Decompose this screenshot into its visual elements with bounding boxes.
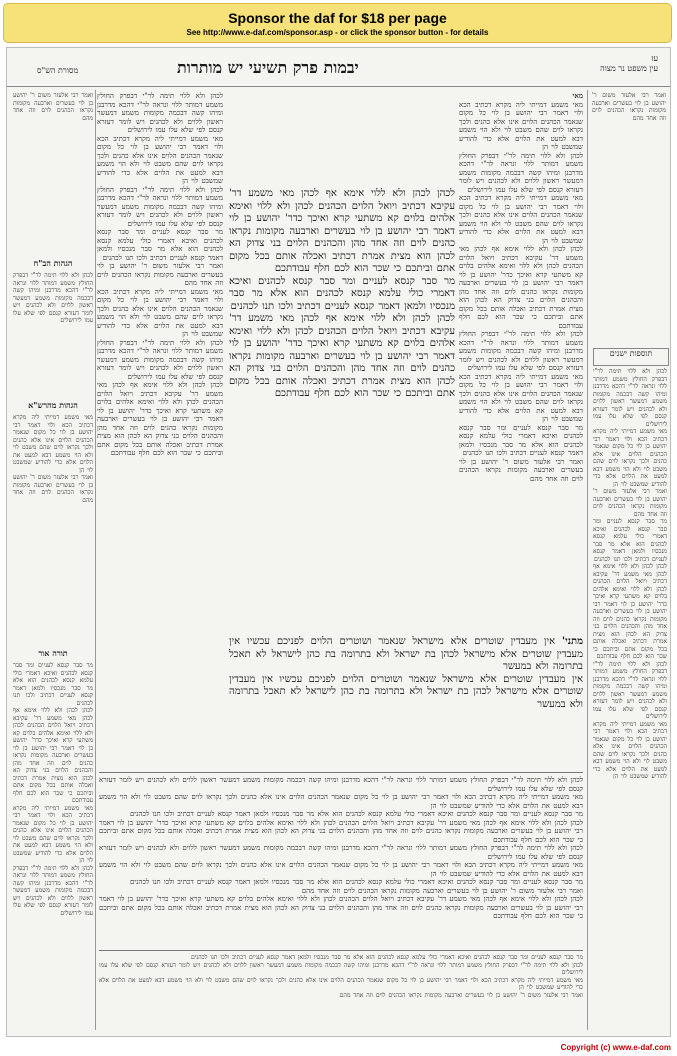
mishnah-text-2: אין מעבדין שוטרים אלא מישראל שנאמר ושוטרים הלוים לפניכם עכשיו אין מעבדין שוטרים אלא מישראל לכהן בת ישראל ולא בתרומה בת כהן לישראל לא תאכל בתרומה ולא במעשר — [229, 673, 583, 710]
lower-text-7: מר סבר קנסא לעניים ומר סבר קנסא לכהנים ואיכא דאמרי כולי עלמא קנסא לכהנים הוא אלא מר סבר מנכסיו ולמאן דאמר קנסא לעניים דכתיב ולכו תנו לכהנים — [129, 878, 583, 886]
torah-or-text-2: לכהן לכהן ולא ללוי אימא אף לכהן מאי משמע דר' עקיבא דכתיב ויואל הלוים הכהנים לכהן ולא ללוי ואימא אלהים בלוים קא משתעי קרא ואיכך כדר' יהושע בן לוי דאמר רבי יהושע בן לוי בעשרים וארבעה מקומות נקראו כהנים לוים וזה אחד מהן והכהנים הלוים בני צדוק הא לכהן הוא מצית אמרת דכתיב ואכלה אותם בכל מקום אתם וביתכם כי שכר הוא לכם חלף עבודתכם — [13, 707, 93, 804]
tosafot-yeshanim-text-3: ואמר רבי אלעזר משום ר' יהושע בן לוי בעשרים וארבעה מקומות נקראו הכהנים לוים וזה אחד מהם — [593, 488, 667, 518]
tosafot-column — [97, 92, 223, 612]
hagahot-maharsha-text-2: ואמר רבי אלעזר משום ר' יהושע בן לוי בעשרים וארבעה מקומות נקראו הכהנים לוים וזה אחד מהם — [13, 474, 93, 504]
torah-or-column — [13, 662, 93, 1022]
lower-text-2: מאי משמע דמייתי ליה מקרא דכתיב הכא ולוי דאמר רבי יהושע בן לוי כל מקום שנאמר הכהנים הלוים אינו אלא כהנים ולכך נקראו לוים שהם משבט לוי ולא הוי משמע דבא למעט את הלוים אלא כדי להודיע שמשבט לוי הן — [99, 793, 583, 810]
lower-text-5: לכהן ולא ללוי תימה לר"י דבפרק החולץ משמע דמותר ללוי ונראה לר"י דהכא מדרבנן ומיהו קשה דבכמה מקומות משמע דמעשר ראשון ללוים ולא לכהנים ויש לומר דעזרא קנסם לפי שלא עלו עמו לירושלים — [99, 844, 583, 861]
divider — [587, 90, 588, 1030]
lower-text-8: ואמר רבי אלעזר משום ר' יהושע בן לוי בעשרים וארבעה מקומות נקראו הכהנים לוים וזה אחד מהם — [301, 886, 583, 895]
page-number: עז — [651, 54, 658, 63]
rashi-text-1: מאי משמע דמייתי ליה מקרא דכתיב הכא ולוי דאמר רבי יהושע בן לוי כל מקום שנאמר הכהנים הלוים אינו אלא כהנים ולכך נקראו לוים שהם משבט לוי ולא הוי משמע דבא למעט את הלוים אלא כדי להודיע שמשבט לוי הן — [459, 100, 583, 151]
tosafot-text-4: מר סבר קנסא לעניים ומר סבר קנסא לכהנים ואיכא דאמרי כולי עלמא קנסא לכהנים הוא אלא מר סבר מנכסיו ולמאן דאמר קנסא לעניים דכתיב ולכו תנו לכהנים — [97, 228, 223, 262]
talmud-page — [6, 47, 671, 1037]
ein-mishpat-text: ואמר רבי אלעזר משום ר' יהושע בן לוי בעשרים וארבעה מקומות נקראו הכהנים לוים וזה אחד מהם — [592, 92, 666, 122]
lower-text-6: מאי משמע דמייתי ליה מקרא דכתיב הכא ולוי דאמר רבי יהושע בן לוי כל מקום שנאמר הכהנים הלוים אינו אלא כהנים ולכך נקראו לוים שהם משבט לוי ולא הוי משמע דבא למעט את הלוים אלא כדי להודיע שמשבט לוי הן — [99, 861, 583, 878]
mishnah-text — [229, 636, 583, 674]
masoret-hashas-text: ואמר רבי אלעזר משום ר' יהושע בן לוי בעשרים וארבעה מקומות נקראו הכהנים לוים וזה אחד מהם — [13, 92, 93, 122]
gemara-text-3: לכהן לכהן ולא ללוי אימא אף לכהן מאי משמע דר' עקיבא דכתיב ויואל הלוים הכהנים לכהן ולא ללוי ואימא אלהים בלוים קא משתעי קרא ואיכך כדר' יהושע בן לוי דאמר רבי יהושע בן לוי בעשרים וארבעה מקומות נקראו כהנים לוים וזה אחד מהן והכהנים הלוים בני צדוק הא לכהן הוא מצית אמרת דכתיב ואכלה אותם בכל מקום אתם וביתכם כי שכר הוא לכם חלף עבודתכם — [229, 313, 455, 399]
hagahot-habach-text: לכהן ולא ללוי תימה לר"י דבפרק החולץ משמע דמותר ללוי ונראה לר"י דהכא מדרבנן ומיהו קשה דבכמה מקומות משמע דמעשר ראשון ללוים ולא לכהנים ויש לומר דעזרא קנסם לפי שלא עלו עמו לירושלים — [13, 272, 93, 324]
tosafot-text-2: מאי משמע דמייתי ליה מקרא דכתיב הכא ולוי דאמר רבי יהושע בן לוי כל מקום שנאמר הכהנים הלוים אינו אלא כהנים ולכך נקראו לוים שהם משבט לוי ולא הוי משמע דבא למעט את הלוים אלא כדי להודיע שמשבט לוי הן — [97, 134, 223, 185]
mishnah-block — [229, 636, 583, 766]
hagahot-habach-column — [13, 272, 93, 392]
torah-or-text-4: לכהן ולא ללוי תימה לר"י דבפרק החולץ משמע דמותר ללוי ונראה לר"י דהכא מדרבנן ומיהו קשה דבכמה מקומות משמע דמעשר ראשון ללוים ולא לכהנים ויש לומר דעזרא קנסם לפי שלא עלו עמו לירושלים — [13, 864, 93, 917]
hagahot-maharsha-heading: הגהות מהרש"א — [28, 400, 78, 410]
tosafot-text-1: לכהן ולא ללוי תימה לר"י דבפרק החולץ משמע דמותר ללוי ונראה לר"י דהכא מדרבנן ומיהו קשה דבכמה מקומות משמע דמעשר ראשון ללוים ולא לכהנים ויש לומר דעזרא קנסם לפי שלא עלו עמו לירושלים — [97, 92, 223, 134]
rashi-text-6: מאי משמע דמייתי ליה מקרא דכתיב הכא ולוי דאמר רבי יהושע בן לוי כל מקום שנאמר הכהנים הלוים אינו אלא כהנים ולכך נקראו לוים שהם משבט לוי ולא הוי משמע דבא למעט את הלוים אלא כדי להודיע שמשבט לוי הן — [459, 372, 583, 423]
divider — [95, 90, 96, 1030]
tosafot-yeshanim-heading: תוספות ישנים — [593, 348, 669, 366]
tosafot-yeshanim-text-2: מאי משמע דמייתי ליה מקרא דכתיב הכא ולוי דאמר רבי יהושע בן לוי כל מקום שנאמר הכהנים הלוים אינו אלא כהנים ולכך נקראו לוים שהם משבט לוי ולא הוי משמע דבא למעט את הלוים אלא כדי להודיע שמשבט לוי הן — [593, 428, 667, 488]
hagahot-habach-heading: הגהות הב"ח — [33, 258, 73, 268]
tosafot-text-8: לכהן לכהן ולא ללוי אימא אף לכהן מאי משמע דר' עקיבא דכתיב ויואל הלוים הכהנים לכהן ולא ללוי ואימא אלהים בלוים קא משתעי קרא ואיכך כדר' יהושע בן לוי דאמר רבי יהושע בן לוי בעשרים וארבעה מקומות נקראו כהנים לוים וזה אחד מהן והכהנים הלוים בני צדוק הא לכהן הוא מצית אמרת דכתיב ואכלה אותם בכל מקום אתם וביתכם כי שכר הוא לכם חלף עבודתכם — [97, 381, 223, 457]
tosafot-yeshanim-column — [593, 368, 667, 1008]
sponsor-headline[interactable]: Sponsor the daf for $18 per page — [228, 10, 447, 26]
tosafot-text-7: לכהן ולא ללוי תימה לר"י דבפרק החולץ משמע דמותר ללוי ונראה לר"י דהכא מדרבנן ומיהו קשה דבכמה מקומות משמע דמעשר ראשון ללוים ולא לכהנים ויש לומר דעזרא קנסם לפי שלא עלו עמו לירושלים — [97, 338, 223, 381]
hagahot-maharsha-column — [13, 414, 93, 614]
rashi-dibur-mai — [459, 92, 583, 101]
rashi-text-2: לכהן ולא ללוי תימה לר"י דבפרק החולץ משמע דמותר ללוי ונראה לר"י דהכא מדרבנן ומיהו קשה דבכמה מקומות משמע דמעשר ראשון ללוים ולא לכהנים ויש לומר דעזרא קנסם לפי שלא עלו עמו לירושלים — [459, 151, 583, 194]
lower-text-3: מר סבר קנסא לעניים ומר סבר קנסא לכהנים ואיכא דאמרי כולי עלמא קנסא לכהנים הוא אלא מר סבר מנכסיו ולמאן דאמר קנסא לעניים דכתיב ולכו תנו לכהנים — [129, 810, 583, 818]
gemara-text-2: מר סבר קנסא לעניים ומר סבר קנסא לכהנים ואיכא דאמרי כולי עלמא קנסא לכהנים הוא אלא מר סבר מנכסיו ולמאן דאמר קנסא לעניים דכתיב ולכו תנו לכהנים — [229, 275, 455, 312]
tosafot-yeshanim-text-6: לכהן ולא ללוי תימה לר"י דבפרק החולץ משמע דמותר ללוי ונראה לר"י דהכא מדרבנן ומיהו קשה דבכמה מקומות משמע דמעשר ראשון ללוים ולא לכהנים ויש לומר דעזרא קנסם לפי שלא עלו עמו לירושלים — [593, 660, 667, 720]
rashi-column — [459, 92, 583, 692]
footer-text-4: ואמר רבי אלעזר משום ר' יהושע בן לוי בעשרים וארבעה מקומות נקראו הכהנים לוים וזה אחד מהם — [339, 991, 583, 999]
page-header-right — [600, 54, 658, 74]
rashi-text-4: לכהן לכהן ולא ללוי אימא אף לכהן מאי משמע דר' עקיבא דכתיב ויואל הלוים הכהנים לכהן ולא ללוי ואימא אלהים בלוים קא משתעי קרא ואיכך כדר' יהושע בן לוי דאמר רבי יהושע בן לוי בעשרים וארבעה מקומות נקראו כהנים לוים וזה אחד מהן והכהנים הלוים בני צדוק הא לכהן הוא מצית אמרת דכתיב ואכלה אותם בכל מקום אתם וביתכם כי שכר הוא לכם חלף עבודתכם — [459, 245, 583, 330]
dibur-hamatchil: מאי — [572, 92, 583, 100]
tosafot-yeshanim-text-7: מאי משמע דמייתי ליה מקרא דכתיב הכא ולוי דאמר רבי יהושע בן לוי כל מקום שנאמר הכהנים הלוים אינו אלא כהנים ולכך נקראו לוים שהם משבט לוי ולא הוי משמע דבא למעט את הלוים אלא כדי להודיע שמשבט לוי הן — [593, 720, 667, 780]
lower-commentary — [99, 776, 583, 946]
tosafot-text-5: ואמר רבי אלעזר משום ר' יהושע בן לוי בעשרים וארבעה מקומות נקראו הכהנים לוים וזה אחד מהם — [97, 262, 223, 287]
lower-text-1: לכהן ולא ללוי תימה לר"י דבפרק החולץ משמע דמותר ללוי ונראה לר"י דהכא מדרבנן ומיהו קשה דבכמה מקומות משמע דמעשר ראשון ללוים ולא לכהנים ויש לומר דעזרא קנסם לפי שלא עלו עמו לירושלים — [99, 776, 583, 793]
copyright-notice: Copyright (c) www.e-daf.com — [560, 1043, 671, 1052]
ein-mishpat-column — [592, 92, 666, 292]
divider — [99, 950, 583, 951]
footer-notes — [99, 954, 583, 1030]
matni-label: מתני' — [562, 636, 583, 647]
mishnah-body: אין מעבדין שוטרים אלא מישראל שנאמר ושוטרים הלוים לפניכם עכשיו אין מעבדין שוטרים אלא מישראל לכהן בת ישראל ולא בתרומה בת כהן לישראל לא תאכל בתרומה ולא במעשר — [229, 636, 583, 672]
page-header — [7, 48, 670, 87]
divider — [99, 772, 583, 773]
rashi-text-7: מר סבר קנסא לעניים ומר סבר קנסא לכהנים ואיכא דאמרי כולי עלמא קנסא לכהנים הוא אלא מר סבר מנכסיו ולמאן דאמר קנסא לעניים דכתיב ולכו תנו לכהנים — [459, 423, 583, 457]
sponsor-subline[interactable]: See http://www.e-daf.com/sponsor.asp - or click the sponsor button - for details — [186, 28, 489, 37]
rashi-text-3: מאי משמע דמייתי ליה מקרא דכתיב הכא ולוי דאמר רבי יהושע בן לוי כל מקום שנאמר הכהנים הלוים אינו אלא כהנים ולכך נקראו לוים שהם משבט לוי ולא הוי משמע דבא למעט את הלוים אלא כדי להודיע שמשבט לוי הן — [459, 194, 583, 245]
footer-text-2: לכהן ולא ללוי תימה לר"י דבפרק החולץ משמע דמותר ללוי ונראה לר"י דהכא מדרבנן ומיהו קשה דבכמה מקומות משמע דמעשר ראשון ללוים ולא לכהנים ויש לומר דעזרא קנסם לפי שלא עלו עמו לירושלים — [99, 961, 583, 976]
sponsor-banner[interactable] — [3, 3, 672, 43]
masoret-hashas-column — [13, 92, 93, 242]
tosafot-yeshanim-text-1: לכהן ולא ללוי תימה לר"י דבפרק החולץ משמע דמותר ללוי ונראה לר"י דהכא מדרבנן ומיהו קשה דבכמה מקומות משמע דמעשר ראשון ללוים ולא לכהנים ויש לומר דעזרא קנסם לפי שלא עלו עמו לירושלים — [593, 368, 667, 428]
torah-or-text-1: מר סבר קנסא לעניים ומר סבר קנסא לכהנים ואיכא דאמרי כולי עלמא קנסא לכהנים הוא אלא מר סבר מנכסיו ולמאן דאמר קנסא לעניים דכתיב ולכו תנו לכהנים — [13, 662, 93, 707]
hagahot-maharsha-text-1: מאי משמע דמייתי ליה מקרא דכתיב הכא ולוי דאמר רבי יהושע בן לוי כל מקום שנאמר הכהנים הלוים אינו אלא כהנים ולכך נקראו לוים שהם משבט לוי ולא הוי משמע דבא למעט את הלוים אלא כדי להודיע שמשבט לוי הן — [13, 414, 93, 474]
tosafot-text-6: מאי משמע דמייתי ליה מקרא דכתיב הכא ולוי דאמר רבי יהושע בן לוי כל מקום שנאמר הכהנים הלוים אינו אלא כהנים ולכך נקראו לוים שהם משבט לוי ולא הוי משמע דבא למעט את הלוים אלא כדי להודיע שמשבט לוי הן — [97, 287, 223, 338]
footer-text-1: מר סבר קנסא לעניים ומר סבר קנסא לכהנים ואיכא דאמרי כולי עלמא קנסא לכהנים הוא אלא מר סבר מנכסיו ולמאן דאמר קנסא לעניים דכתיב ולכו תנו לכהנים — [190, 954, 583, 961]
tosafot-yeshanim-text-4: מר סבר קנסא לעניים ומר סבר קנסא לכהנים ואיכא דאמרי כולי עלמא קנסא לכהנים הוא אלא מר סבר מנכסיו ולמאן דאמר קנסא לעניים דכתיב ולכו תנו לכהנים — [593, 518, 667, 563]
rashi-text-8: ואמר רבי אלעזר משום ר' יהושע בן לוי בעשרים וארבעה מקומות נקראו הכהנים לוים וזה אחד מהם — [459, 457, 583, 483]
torah-or-text-3: מאי משמע דמייתי ליה מקרא דכתיב הכא ולוי דאמר רבי יהושע בן לוי כל מקום שנאמר הכהנים הלוים אינו אלא כהנים ולכך נקראו לוים שהם משבט לוי ולא הוי משמע דבא למעט את הלוים אלא כדי להודיע שמשבט לוי הן — [13, 804, 93, 864]
masoret-hashas-label: מסורת הש"ס — [37, 66, 79, 75]
torah-or-heading: תורה אור — [38, 648, 68, 658]
lower-text-4: לכהן לכהן ולא ללוי אימא אף לכהן מאי משמע דר' עקיבא דכתיב ויואל הלוים הכהנים לכהן ולא ללוי ואימא אלהים בלוים קא משתעי קרא ואיכך כדר' יהושע בן לוי דאמר רבי יהושע בן לוי בעשרים וארבעה מקומות נקראו כהנים לוים וזה אחד מהן והכהנים הלוים בני צדוק הא לכהן הוא מצית אמרת דכתיב ואכלה אותם בכל מקום אתם וביתכם כי שכר הוא לכם חלף עבודתכם — [99, 818, 583, 844]
footer-text-3: מאי משמע דמייתי ליה מקרא דכתיב הכא ולוי דאמר רבי יהושע בן לוי כל מקום שנאמר הכהנים הלוים אינו אלא כהנים ולכך נקראו לוים שהם משבט לוי ולא הוי משמע דבא למעט את הלוים אלא כדי להודיע שמשבט לוי הן — [99, 976, 583, 991]
rashi-text-5: לכהן ולא ללוי תימה לר"י דבפרק החולץ משמע דמותר ללוי ונראה לר"י דהכא מדרבנן ומיהו קשה דבכמה מקומות משמע דמעשר ראשון ללוים ולא לכהנים ויש לומר דעזרא קנסם לפי שלא עלו עמו לירושלים — [459, 330, 583, 372]
lower-text-9: לכהן לכהן ולא ללוי אימא אף לכהן מאי משמע דר' עקיבא דכתיב ויואל הלוים הכהנים לכהן ולא ללוי ואימא אלהים בלוים קא משתעי קרא ואיכך כדר' יהושע בן לוי דאמר רבי יהושע בן לוי בעשרים וארבעה מקומות נקראו כהנים לוים וזה אחד מהן והכהנים הלוים בני צדוק הא לכהן הוא מצית אמרת דכתיב ואכלה אותם בכל מקום אתם וביתכם כי שכר הוא לכם חלף עבודתכם — [99, 895, 583, 920]
page-title: יבמות פרק תשיעי יש מותרות — [177, 58, 359, 77]
tosafot-text-3: לכהן ולא ללוי תימה לר"י דבפרק החולץ משמע דמותר ללוי ונראה לר"י דהכא מדרבנן ומיהו קשה דבכמה מקומות משמע דמעשר ראשון ללוים ולא לכהנים ויש לומר דעזרא קנסם לפי שלא עלו עמו לירושלים — [97, 185, 223, 228]
gemara-text-1: לכהן לכהן ולא ללוי אימא אף לכהן מאי משמע דר' עקיבא דכתיב ויואל הלוים הכהנים לכהן ולא ללוי ואימא אלהים בלוים קא משתעי קרא ואיכך כדר' יהושע בן לוי דאמר רבי יהושע בן לוי בעשרים וארבעה מקומות נקראו כהנים לוים וזה אחד מהן והכהנים הלוים בני צדוק הא לכהן הוא מצית אמרת דכתיב ואכלה אותם בכל מקום אתם וביתכם כי שכר הוא לכם חלף עבודתכם — [229, 188, 455, 274]
gemara-main-text — [229, 188, 455, 628]
ein-mishpat-label: עין משפט נר מצוה — [600, 64, 658, 73]
tosafot-yeshanim-text-5: לכהן לכהן ולא ללוי אימא אף לכהן מאי משמע דר' עקיבא דכתיב ויואל הלוים הכהנים לכהן ולא ללוי ואימא אלהים בלוים קא משתעי קרא ואיכך כדר' יהושע בן לוי דאמר רבי יהושע בן לוי בעשרים וארבעה מקומות נקראו כהנים לוים וזה אחד מהן והכהנים הלוים בני צדוק הא לכהן הוא מצית אמרת דכתיב ואכלה אותם בכל מקום אתם וביתכם כי שכר הוא לכם חלף עבודתכם — [593, 563, 667, 660]
